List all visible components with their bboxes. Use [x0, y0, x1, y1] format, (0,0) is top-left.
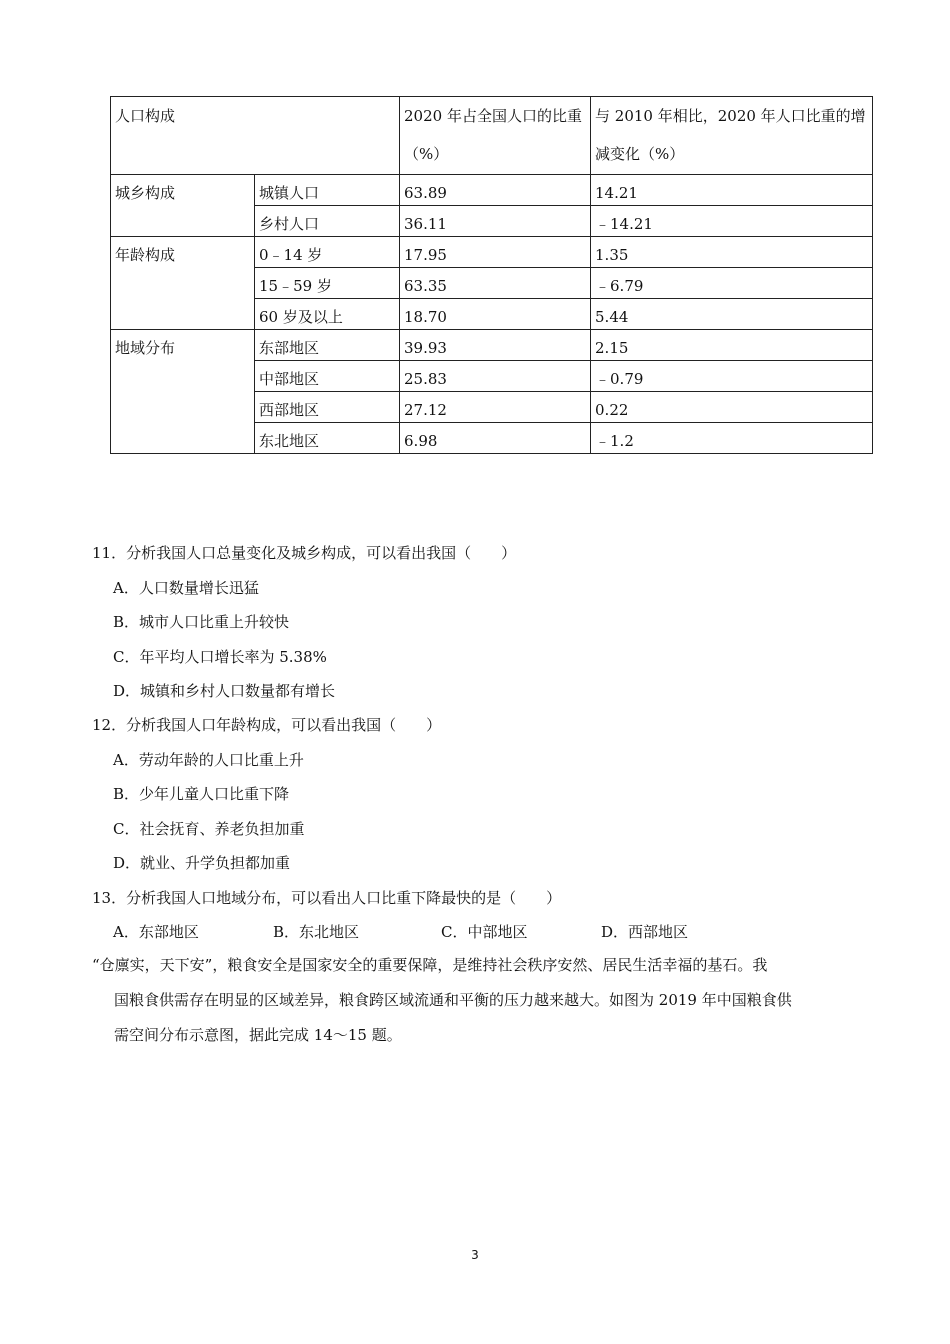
passage-line-3: 需空间分布示意图，据此完成 14～15 题。 [114, 1026, 402, 1044]
row-change: ﹣6.79 [591, 268, 873, 299]
question-12-stem: 12．分析我国人口年龄构成，可以看出我国（ ） [92, 716, 442, 734]
row-change: 5.44 [591, 299, 873, 330]
group-label: 地域分布 [111, 330, 255, 454]
row-share: 27.12 [400, 392, 591, 423]
question-11-stem: 11．分析我国人口总量变化及城乡构成，可以看出我国（ ） [92, 544, 517, 562]
question-13-option-b: B．东北地区 [273, 923, 360, 941]
passage-line-1: “仓廪实，天下安”，粮食安全是国家安全的重要保障，是维持社会秩序安然、居民生活幸福的基石。我 [92, 956, 768, 974]
row-change: ﹣14.21 [591, 206, 873, 237]
row-share: 63.89 [400, 175, 591, 206]
row-item: 乡村人口 [255, 206, 400, 237]
population-table [110, 96, 873, 454]
row-change: 2.15 [591, 330, 873, 361]
row-item: 东北地区 [255, 423, 400, 454]
row-share: 63.35 [400, 268, 591, 299]
row-item: 西部地区 [255, 392, 400, 423]
row-share: 18.70 [400, 299, 591, 330]
group-label: 城乡构成 [111, 175, 255, 237]
row-item: 60 岁及以上 [255, 299, 400, 330]
row-change: ﹣0.79 [591, 361, 873, 392]
table-row [111, 330, 873, 361]
row-change: 14.21 [591, 175, 873, 206]
table-header-row [111, 97, 873, 175]
question-13-option-c: C．中部地区 [441, 923, 528, 941]
question-12-option-a: A．劳动年龄的人口比重上升 [113, 751, 304, 769]
row-share: 6.98 [400, 423, 591, 454]
question-12-option-b: B．少年儿童人口比重下降 [113, 785, 290, 803]
row-item: 东部地区 [255, 330, 400, 361]
question-11-option-b: B．城市人口比重上升较快 [113, 613, 290, 631]
row-item: 15﹣59 岁 [255, 268, 400, 299]
page-number: 3 [471, 1248, 479, 1262]
question-11-option-c: C．年平均人口增长率为 5.38% [113, 648, 327, 666]
question-11-option-a: A．人口数量增长迅猛 [113, 579, 259, 597]
row-change: 0.22 [591, 392, 873, 423]
row-share: 17.95 [400, 237, 591, 268]
table-row [111, 175, 873, 206]
row-change: 1.35 [591, 237, 873, 268]
row-share: 39.93 [400, 330, 591, 361]
header-change-vs-2010: 与 2010 年相比，2020 年人口比重的增减变化（%） [591, 97, 873, 175]
row-share: 36.11 [400, 206, 591, 237]
question-12-option-d: D．就业、升学负担都加重 [113, 854, 291, 872]
table-row [111, 237, 873, 268]
row-item: 中部地区 [255, 361, 400, 392]
question-12-option-c: C．社会抚育、养老负担加重 [113, 820, 305, 838]
passage [92, 948, 872, 1053]
question-13-stem: 13．分析我国人口地域分布，可以看出人口比重下降最快的是（ ） [92, 889, 562, 907]
row-item: 0﹣14 岁 [255, 237, 400, 268]
row-item: 城镇人口 [255, 175, 400, 206]
passage-line-2: 国粮食供需存在明显的区域差异，粮食跨区域流通和平衡的压力越来越大。如图为 2019 年中国粮食供 [114, 991, 792, 1009]
question-13-option-d: D．西部地区 [601, 923, 689, 941]
question-13-option-a: A．东部地区 [113, 923, 199, 941]
header-population-structure: 人口构成 [111, 97, 400, 175]
header-2020-share: 2020 年占全国人口的比重（%） [400, 97, 591, 175]
row-share: 25.83 [400, 361, 591, 392]
question-11-option-d: D．城镇和乡村人口数量都有增长 [113, 682, 336, 700]
group-label: 年龄构成 [111, 237, 255, 330]
row-change: ﹣1.2 [591, 423, 873, 454]
